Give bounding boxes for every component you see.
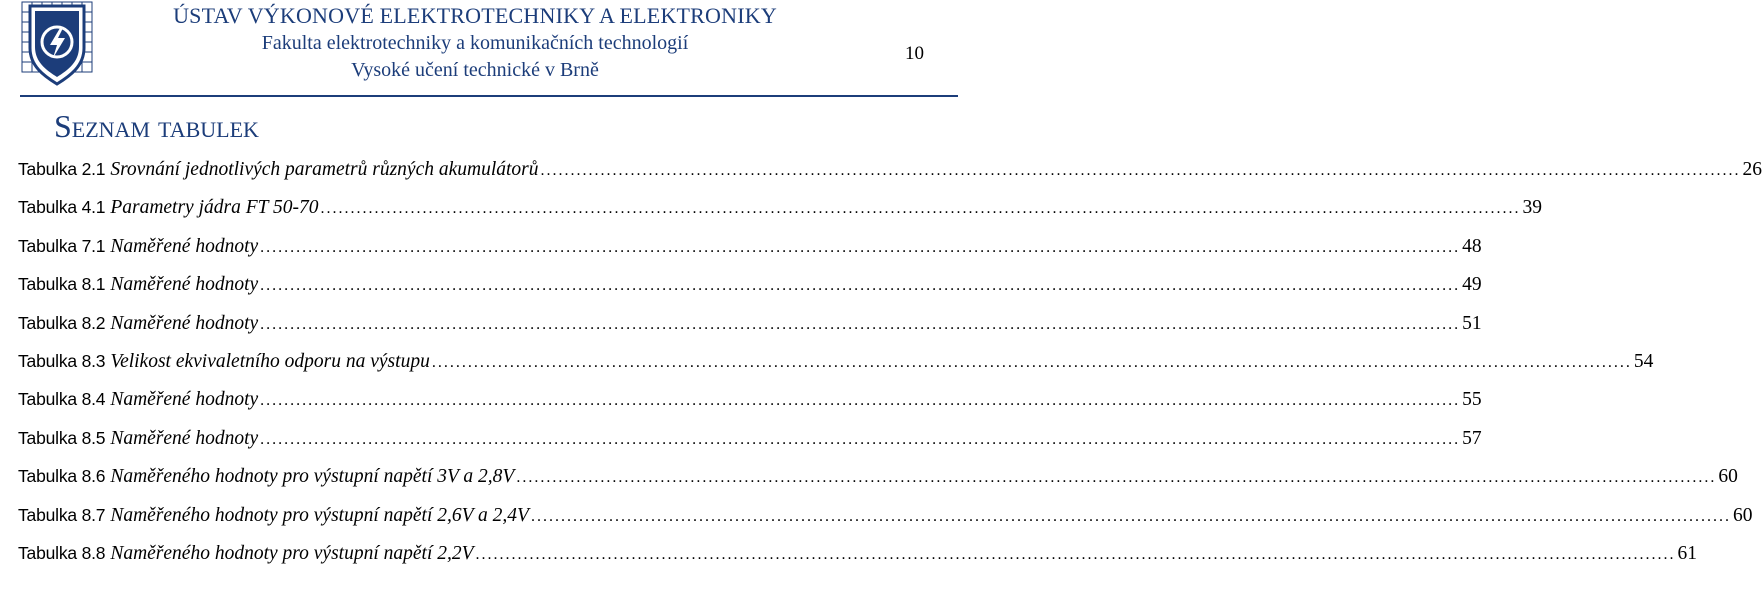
toc-entry-title: Naměřené hodnoty: [110, 427, 259, 449]
toc-entry-title: Naměřené hodnoty: [110, 274, 259, 296]
vut-feec-logo-icon: [20, 0, 94, 88]
toc-entry-label: Tabulka 8.8: [18, 542, 106, 563]
toc-leader-dots: ........................................................................................................................................................................................................: [530, 507, 1731, 525]
toc-entry-page: 55: [1462, 389, 1482, 411]
toc-entry-title: Naměřeného hodnoty pro výstupní napětí 3V a 2,8V: [110, 466, 515, 488]
toc-entry-title: Naměřené hodnoty: [110, 312, 259, 334]
toc-entry[interactable]: [18, 380, 1482, 418]
toc-leader-dots: ........................................................................................................................................................................................................: [540, 162, 1741, 179]
toc-entry-page: 60: [1732, 504, 1753, 526]
toc-leader-dots: ........................................................................................................................................................................................................: [260, 315, 1461, 333]
institute-name: ÚSTAV VÝKONOVÉ ELEKTROTECHNIKY A ELEKTRONIKY: [173, 3, 777, 28]
toc-entry-title: Parametry jádra FT 50-70: [110, 197, 319, 219]
toc-entry-page: 57: [1462, 427, 1482, 449]
page-header: [0, 0, 960, 100]
toc-entry-page: 60: [1718, 466, 1738, 488]
toc-entry-page: 48: [1462, 235, 1482, 257]
toc-leader-dots: ........................................................................................................................................................................................................: [516, 469, 1717, 487]
toc-entry-label: Tabulka 8.5: [18, 427, 106, 448]
toc-entry[interactable]: [18, 457, 1738, 495]
toc-entry[interactable]: [18, 534, 1698, 572]
header-divider: [20, 95, 958, 97]
toc-entry-label: Tabulka 8.4: [18, 389, 106, 410]
toc-leader-dots: ........................................................................................................................................................................................................: [260, 392, 1461, 410]
section-title-cap: S: [54, 108, 72, 144]
toc-entry[interactable]: [18, 265, 1482, 303]
toc-entry-page: 61: [1677, 542, 1698, 564]
toc-entry-label: Tabulka 8.1: [18, 274, 106, 295]
toc-leader-dots: ........................................................................................................................................................................................................: [260, 430, 1461, 448]
list-of-tables: [18, 150, 1762, 572]
toc-leader-dots: ........................................................................................................................................................................................................: [260, 238, 1461, 256]
toc-entry[interactable]: [18, 419, 1482, 457]
institution-header: [100, 2, 850, 84]
toc-entry-label: Tabulka 8.6: [18, 466, 106, 487]
toc-entry-title: Naměřené hodnoty: [110, 235, 259, 257]
toc-entry[interactable]: [18, 150, 1762, 188]
toc-entry-title: Velikost ekvivaletního odporu na výstupu: [110, 350, 430, 372]
toc-entry-page: 51: [1462, 312, 1482, 334]
toc-leader-dots: ........................................................................................................................................................................................................: [475, 545, 1676, 563]
toc-entry-page: 26: [1742, 159, 1762, 180]
toc-entry-label: Tabulka 8.2: [18, 312, 106, 333]
section-title-rest: eznam tabulek: [71, 108, 259, 144]
toc-entry[interactable]: [18, 227, 1482, 265]
toc-entry-page: 39: [1522, 197, 1542, 219]
page-number: 10: [905, 43, 924, 64]
toc-entry[interactable]: [18, 496, 1753, 534]
toc-entry-label: Tabulka 8.7: [18, 504, 106, 525]
toc-entry-label: Tabulka 2.1: [18, 159, 106, 179]
faculty-name: Fakulta elektrotechniky a komunikačních technologií: [261, 32, 689, 54]
toc-leader-dots: ........................................................................................................................................................................................................: [320, 200, 1521, 218]
toc-entry[interactable]: [18, 188, 1542, 226]
toc-leader-dots: ........................................................................................................................................................................................................: [260, 277, 1461, 295]
toc-entry-label: Tabulka 8.3: [18, 350, 106, 371]
toc-entry[interactable]: [18, 304, 1482, 342]
toc-entry-title: Naměřeného hodnoty pro výstupní napětí 2,2V: [110, 542, 474, 564]
toc-entry-title: Naměřeného hodnoty pro výstupní napětí 2,6V a 2,4V: [110, 504, 529, 526]
toc-entry-label: Tabulka 7.1: [18, 235, 106, 256]
toc-entry-title: Srovnání jednotlivých parametrů různých akumulátorů: [110, 159, 539, 180]
university-name: Vysoké učení technické v Brně: [351, 59, 599, 81]
section-title: [54, 106, 259, 146]
toc-leader-dots: ........................................................................................................................................................................................................: [431, 353, 1632, 371]
toc-entry-label: Tabulka 4.1: [18, 197, 106, 218]
toc-entry-title: Naměřené hodnoty: [110, 389, 259, 411]
toc-entry[interactable]: [18, 342, 1654, 380]
toc-entry-page: 54: [1633, 350, 1654, 372]
toc-entry-page: 49: [1462, 274, 1482, 296]
